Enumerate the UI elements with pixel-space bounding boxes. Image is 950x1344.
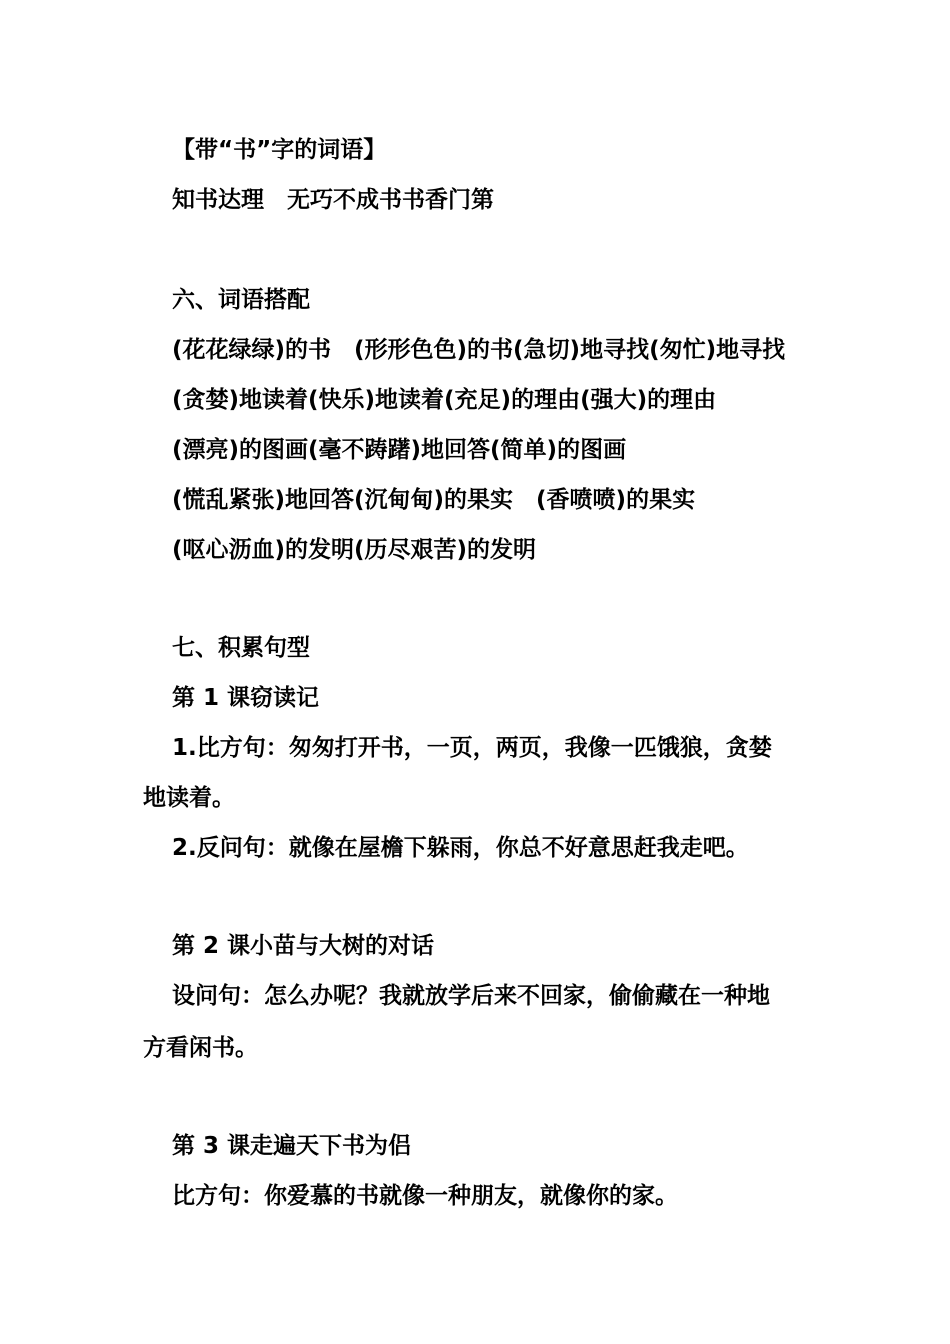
lesson-heading: 第 1 课窃读记 [172, 685, 320, 711]
text-line: (漂亮)的图画(毫不踌躇)地回答(简单)的图画 [172, 437, 627, 463]
text-line: 地读着。 [143, 785, 235, 811]
text-line: 1.比方句：匆匆打开书，一页，两页，我像一匹饿狼，贪婪 [172, 735, 772, 761]
text-line: 设问句：怎么办呢？我就放学后来不回家，偷偷藏在一种地 [172, 983, 770, 1009]
lesson-heading: 第 3 课走遍天下书为侣 [172, 1133, 412, 1159]
text-line: (慌乱紧张)地回答(沉甸甸)的果实 (香喷喷)的果实 [172, 487, 696, 513]
text-line: 知书达理 无巧不成书书香门第 [172, 187, 494, 213]
section-heading-sentence-patterns: 七、积累句型 [172, 635, 310, 661]
section-heading-word-pairing: 六、词语搭配 [172, 287, 310, 313]
text-line: (呕心沥血)的发明(历尽艰苦)的发明 [172, 537, 537, 563]
text-line: (贪婪)地读着(快乐)地读着(充足)的理由(强大)的理由 [172, 387, 717, 413]
text-line: 方看闲书。 [143, 1035, 258, 1061]
text-line: (花花绿绿)的书 (形形色色)的书(急切)地寻找(匆忙)地寻找 [172, 337, 786, 363]
section-heading-shu-words: 【带“书”字的词语】 [172, 137, 387, 163]
text-line: 比方句：你爱慕的书就像一种朋友，就像你的家。 [172, 1183, 678, 1209]
lesson-heading: 第 2 课小苗与大树的对话 [172, 933, 435, 959]
text-line: 2.反问句：就像在屋檐下躲雨，你总不好意思赶我走吧。 [172, 835, 749, 861]
